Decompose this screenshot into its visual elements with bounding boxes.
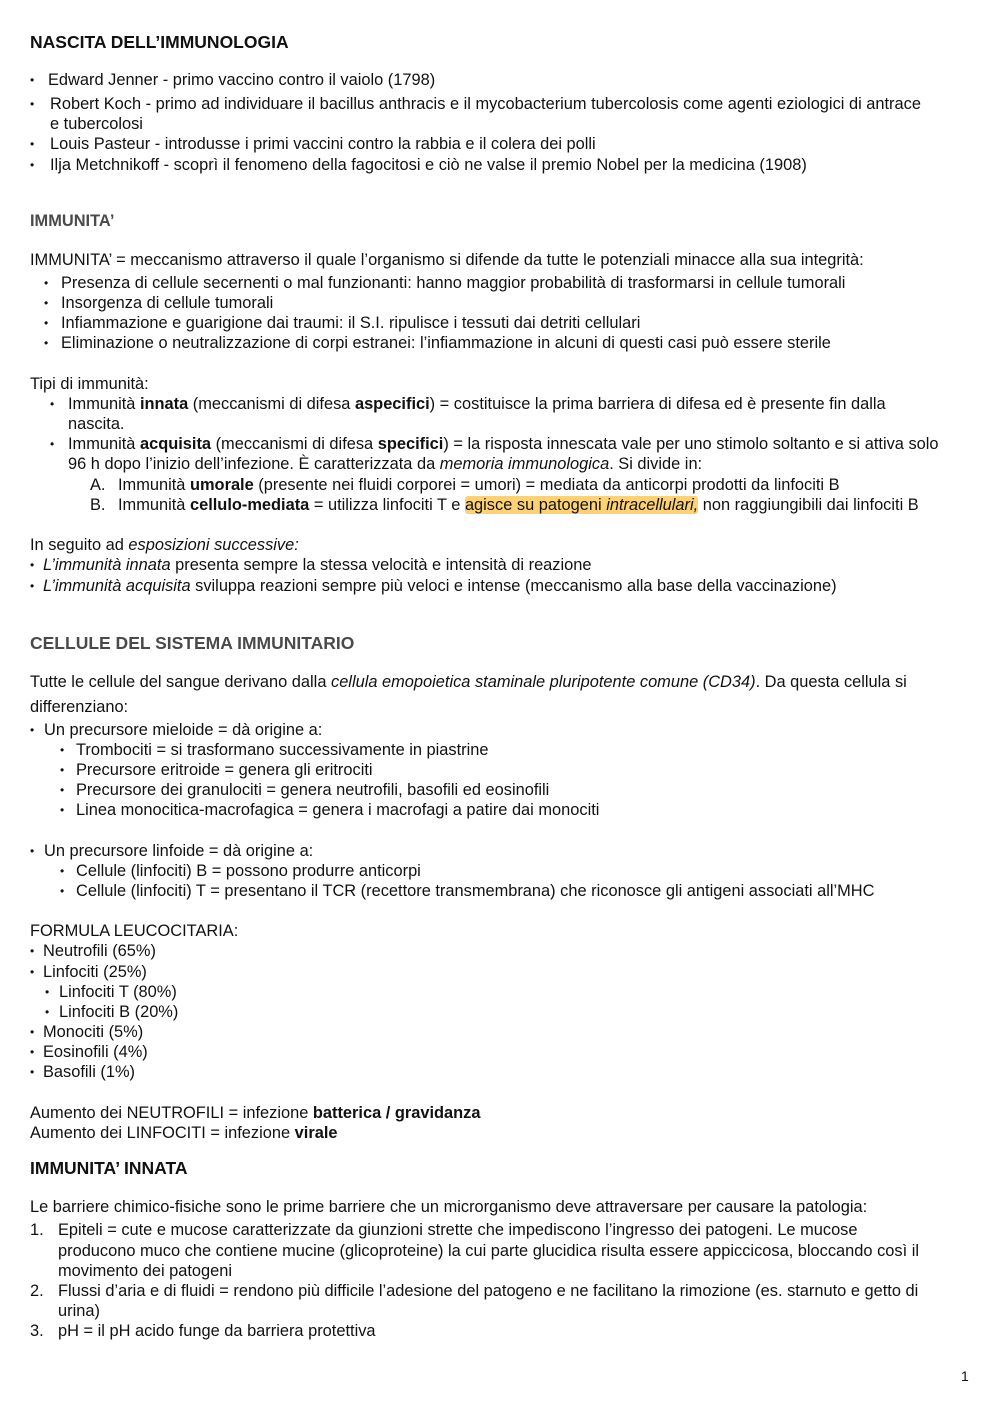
- formula-title: FORMULA LEUCOCITARIA:: [30, 922, 239, 940]
- tipi-label: Tipi di immunità:: [30, 375, 149, 393]
- section-title-nascita: NASCITA DELL’IMMUNOLOGIA: [30, 32, 289, 52]
- intro-text: Le barriere chimico-fisiche sono le prime barriere che un microrganismo deve attraversare per causare la patologia:: [30, 1198, 868, 1216]
- seguito-label: In seguito ad esposizioni successive:: [30, 536, 299, 554]
- page-number: 1: [961, 1368, 969, 1384]
- numbered-item-continuation: movimento dei patogeni: [58, 1262, 233, 1280]
- section-title-immunita-innata: IMMUNITA’ INNATA: [30, 1158, 188, 1178]
- list-item-continuation: e tubercolosi: [50, 115, 143, 133]
- aumento-neutrofili: Aumento dei NEUTROFILI = infezione batterica / gravidanza: [30, 1104, 481, 1122]
- highlight-mark: agisce su patogeni intracellulari,: [464, 496, 699, 514]
- list-item-continuation: 96 h dopo l’inizio dell’infezione. È caratterizzata da memoria immunologica. Si divide in:: [68, 455, 703, 473]
- definition-text: IMMUNITA’ = meccanismo attraverso il quale l’organismo si difende da tutte le potenziali minacce alla sua integrità:: [30, 251, 864, 269]
- numbered-item-continuation: producono muco che contiene mucine (glicoproteine) la cui parte glucidica risulta essere appiccicosa, bloccando così il: [58, 1242, 919, 1260]
- numbered-item-continuation: urina): [58, 1302, 100, 1320]
- section-title-cellule: CELLULE DEL SISTEMA IMMUNITARIO: [30, 633, 355, 653]
- intro-text: Tutte le cellule del sangue derivano dalla cellula emopoietica staminale pluripotente comune (CD34). Da questa cellula si: [30, 673, 907, 691]
- aumento-linfociti: Aumento dei LINFOCITI = infezione virale: [30, 1124, 338, 1142]
- section-title-immunita: IMMUNITA’: [30, 212, 115, 230]
- intro-text-continuation: differenziano:: [30, 698, 129, 716]
- list-item-continuation: nascita.: [68, 415, 125, 433]
